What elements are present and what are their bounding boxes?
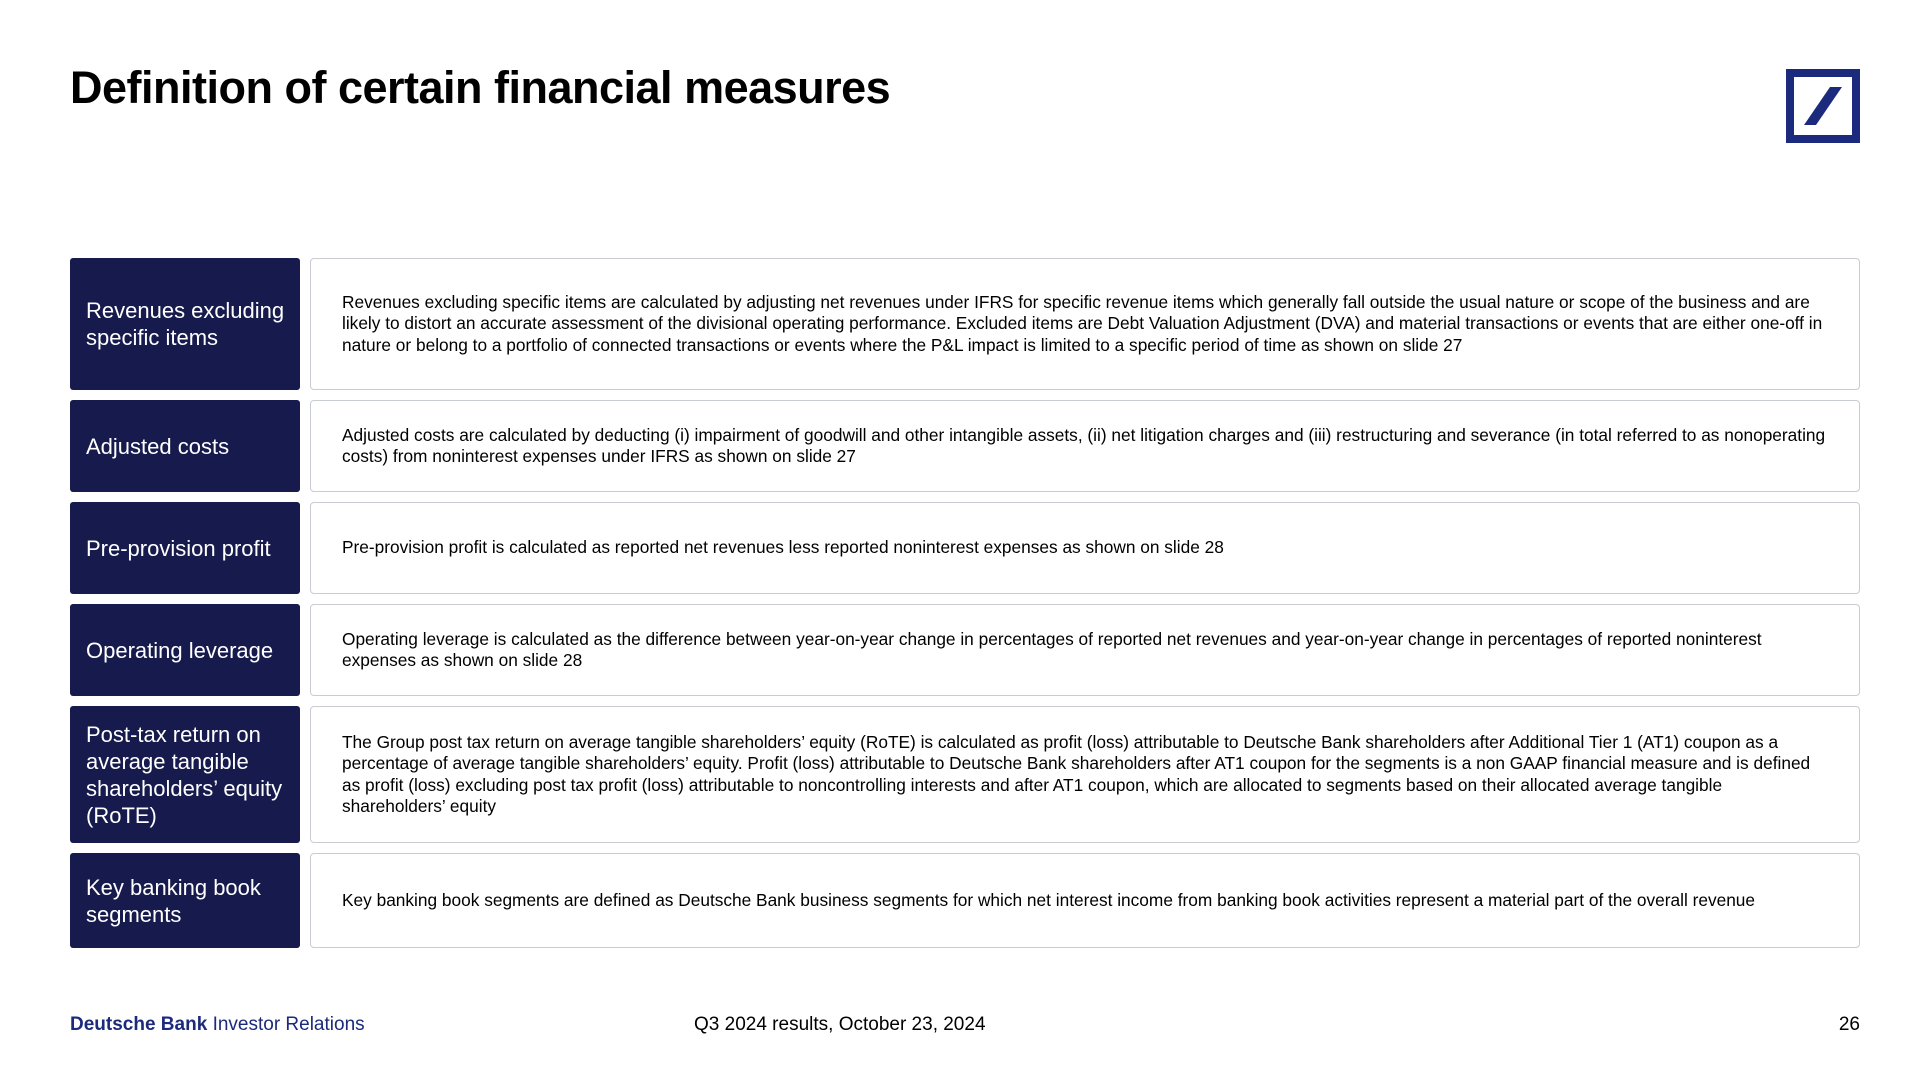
logo-slash-icon bbox=[1794, 77, 1852, 135]
definitions-list bbox=[70, 258, 1860, 958]
term-label: Operating leverage bbox=[70, 604, 300, 696]
term-label: Post-tax return on average tangible shareholders’ equity (RoTE) bbox=[70, 706, 300, 843]
definition-row-rote bbox=[70, 706, 1860, 843]
definition-text: Operating leverage is calculated as the difference between year-on-year change in percentages of reported net revenues and year-on-year change in percentages of reported noninterest expenses as shown on slide 28 bbox=[310, 604, 1860, 696]
definition-row-key-banking-book-segments bbox=[70, 853, 1860, 948]
footer-brand bbox=[70, 1014, 365, 1036]
term-label: Key banking book segments bbox=[70, 853, 300, 948]
definition-row-adjusted-costs bbox=[70, 400, 1860, 492]
page-title: Definition of certain financial measures bbox=[70, 62, 891, 113]
page-number: 26 bbox=[1838, 1014, 1860, 1035]
definition-row-pre-provision-profit bbox=[70, 502, 1860, 594]
deutsche-bank-logo-icon bbox=[1786, 69, 1860, 143]
definition-text: The Group post tax return on average tangible shareholders’ equity (RoTE) is calculated as profit (loss) attributable to Deutsche Bank shareholders after Additional Tier 1 (AT1) coupon as a percentage of average tangible shareholders’ equity. Profit (loss) attributable to Deutsche Bank shareholders after AT1 coupon for the segments is a non GAAP financial measure and is defined as profit (loss) excluding post tax profit (loss) attributable to noncontrolling interests and after AT1 coupon, which are allocated to segments based on their allocated average tangible shareholders’ equity bbox=[310, 706, 1860, 843]
definition-text: Adjusted costs are calculated by deducting (i) impairment of goodwill and other intangible assets, (ii) net litigation charges and (iii) restructuring and severance (in total referred to as nonoperating costs) from noninterest expenses under IFRS as shown on slide 27 bbox=[310, 400, 1860, 492]
definition-row-operating-leverage bbox=[70, 604, 1860, 696]
footer-brand-name: Deutsche Bank bbox=[70, 1014, 208, 1035]
definition-text: Pre-provision profit is calculated as reported net revenues less reported noninterest expenses as shown on slide 28 bbox=[310, 502, 1860, 594]
term-label: Pre-provision profit bbox=[70, 502, 300, 594]
term-label: Revenues excluding specific items bbox=[70, 258, 300, 390]
definition-text: Key banking book segments are defined as Deutsche Bank business segments for which net interest income from banking book activities represent a material part of the overall revenue bbox=[310, 853, 1860, 948]
definition-text: Revenues excluding specific items are calculated by adjusting net revenues under IFRS for specific revenue items which generally fall outside the usual nature or scope of the business and are likely to distort an accurate assessment of the divisional operating performance. Excluded items are Debt Valuation Adjustment (DVA) and material transactions or events that are either one-off in nature or belong to a portfolio of connected transactions or events where the P&L impact is limited to a specific period of time as shown on slide 27 bbox=[310, 258, 1860, 390]
term-label: Adjusted costs bbox=[70, 400, 300, 492]
definition-row-revenues-excluding-specific-items bbox=[70, 258, 1860, 390]
footer-brand-division: Investor Relations bbox=[212, 1014, 365, 1035]
logo-inner bbox=[1794, 77, 1852, 135]
footer-event: Q3 2024 results, October 23, 2024 bbox=[694, 1014, 986, 1035]
